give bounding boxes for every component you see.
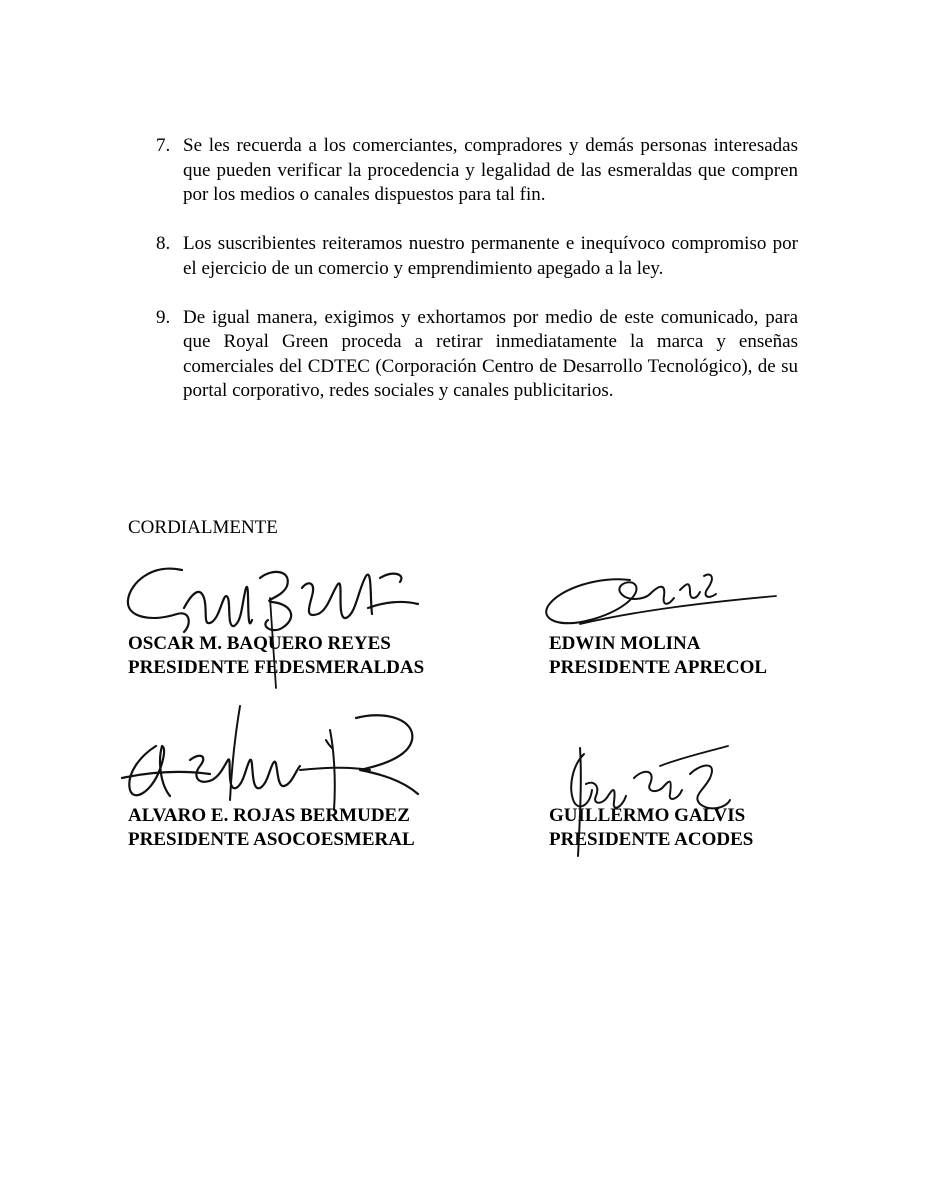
- signatory-2: [549, 632, 767, 680]
- list-item-number: 7.: [156, 135, 171, 156]
- signatory-name: OSCAR M. BAQUERO REYES: [128, 633, 391, 654]
- signatory-4: [549, 804, 753, 852]
- closing-salutation: CORDIALMENTE: [128, 517, 278, 538]
- signatory-3: [128, 804, 415, 852]
- signatory-title: PRESIDENTE FEDESMERALDAS: [128, 657, 425, 678]
- list-item-9: [128, 306, 798, 404]
- numbered-list: [128, 134, 798, 428]
- signatory-name: GUILLERMO GALVIS: [549, 805, 746, 826]
- signatory-title: PRESIDENTE ASOCOESMERAL: [128, 829, 415, 850]
- list-item-7: [128, 134, 798, 208]
- list-item-number: 9.: [156, 306, 171, 328]
- signatory-1: [128, 632, 424, 680]
- signature-2-image: [540, 566, 780, 636]
- signatory-title: PRESIDENTE APRECOL: [549, 657, 768, 678]
- signatory-name: ALVARO E. ROJAS BERMUDEZ: [128, 805, 410, 826]
- list-item-text: De igual manera, exigimos y exhortamos por medio de este comunicado, para que Royal Green proceda a retirar inmediatamente la marca y enseñas comerciales del CDTEC (Corporación Centro de Desarrollo Tecnológico), de su portal corporativo, redes sociales y canales publicitarios.: [183, 306, 798, 401]
- signatory-name: EDWIN MOLINA: [549, 633, 701, 654]
- list-item-text: Se les recuerda a los comerciantes, compradores y demás personas interesadas que pueden verificar la procedencia y legalidad de las esmeraldas que compren por los medios o canales dispuestos para tal fin.: [183, 135, 798, 205]
- signature-3-image: [120, 700, 420, 820]
- list-item-number: 8.: [156, 233, 171, 254]
- signatory-title: PRESIDENTE ACODES: [549, 829, 754, 850]
- list-item-8: [128, 232, 798, 281]
- list-item-text: Los suscribientes reiteramos nuestro permanente e inequívoco compromiso por el ejercicio de un comercio y emprendimiento apegado a la ley.: [183, 233, 798, 279]
